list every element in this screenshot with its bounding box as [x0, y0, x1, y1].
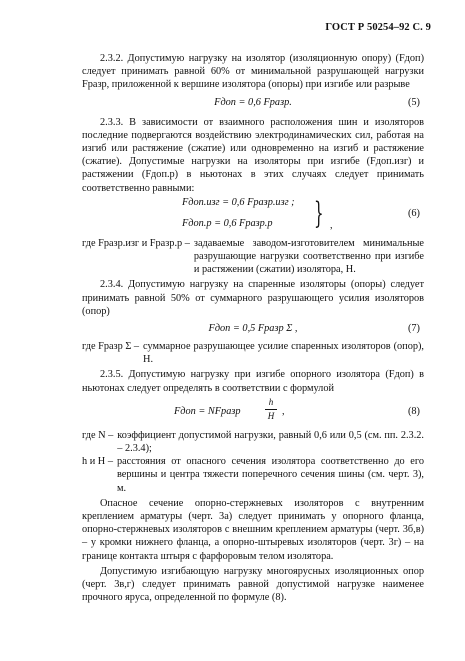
formula-6-brace: } [314, 195, 324, 231]
formula-8-denominator: H [267, 410, 275, 421]
formula-5-expression: Fдоп = 0,6 Fразр. [214, 96, 292, 108]
formula-8-comma: , [282, 405, 285, 417]
formula-5 [82, 92, 424, 114]
fraction-bar [265, 409, 277, 410]
definition-7-term: где Fразр Σ – [82, 341, 140, 353]
formula-7 [82, 318, 424, 340]
definition-7-text: суммарное разрушающее усилие спаренных изоляторов (опор), Н. [143, 341, 424, 366]
formula-6-line-1: Fдоп.изг = 0,6 Fразр.изг ; [182, 196, 295, 208]
paragraph-multitier-supports: Допустимую изгибающую нагрузку многоярусных изоляционных опор (черт. 3в,г) следует принимать равной допустимой нагрузке наименее прочного яруса, определенной по формуле (8). [82, 565, 424, 604]
paragraph-2-3-2: 2.3.2. Допустимую нагрузку на изолятор (изоляционную опору) (Fдоп) следует принимать равной 60% от минимальной разрушающей нагрузки Fразр, приложенной к вершине изолятора (опоры) при изгибе или разрыве [82, 53, 424, 91]
formula-6-number: (6) [407, 207, 420, 219]
page-header: ГОСТ Р 50254–92 С. 9 [325, 22, 431, 33]
paragraph-2-3-5: 2.3.5. Допустимую нагрузку при изгибе опорного изолятора (Fдоп) в ньютонах следует определять в соответствии с формулой [82, 369, 424, 394]
formula-8 [82, 395, 424, 429]
definition-8b-term: h и H – [82, 456, 113, 468]
definition-8a-term: где N – [82, 429, 114, 441]
formula-8-number: (8) [407, 405, 420, 417]
definition-8b [82, 455, 424, 495]
definition-8a-text: коэффициент допустимой нагрузки, равный 0,6 или 0,5 (см. пп. 2.3.2. – 2.3.4); [117, 429, 424, 455]
formula-6-comma: , [330, 219, 333, 231]
paragraph-2-3-3: 2.3.3. В зависимости от взаимного расположения шин и изоляторов последние подвергаются воздействию электродинамических сил, работая на изгиб или растяжение (сжатие) или одновременно на изгиб и растяжение (сжатие). Допустимые нагрузки на изоляторы при изгибе (Fдоп.изг) и растяжении (Fдоп.р) в ньютонах в этих случаях следует принимать соответственно равными: [82, 116, 424, 194]
formula-7-number: (7) [407, 323, 420, 335]
formula-6 [82, 195, 424, 237]
paragraph-danger-section: Опасное сечение опорно-стержневых изоляторов с внутренним креплением арматуры (черт. 3а) следует принимать у опорного фланца, опорно-стержневых изоляторов с внешним креплением арматуры (черт. 3б,в) – у кромки нижнего фланца, а опорно-штыревых изоляторов (черт. 3г) – на границе контакта штыря с фарфоровым телом изолятора. [82, 497, 424, 562]
definition-6-term: где Fразр.изг и Fразр.р – [82, 237, 190, 249]
page-content [82, 52, 424, 605]
definition-6-text: задаваемые заводом-изготовителем минимальные разрушающие нагрузки соответственно при изгибе и растяжении (сжатии) изолятора, Н. [193, 237, 424, 276]
definition-6 [82, 237, 424, 277]
formula-8-numerator: h [268, 396, 274, 407]
paragraph-2-3-4: 2.3.4. Допустимую нагрузку на спаренные изоляторы (опоры) следует принимать равной 50% от суммарного разрушающего усилия изоляторов (опор) [82, 279, 424, 317]
formula-5-number: (5) [407, 96, 420, 108]
definition-8a [82, 429, 424, 455]
formula-6-line-2: Fдоп.р = 0,6 Fразр.р [182, 217, 273, 229]
formula-8-fraction [265, 397, 277, 422]
formula-8-expression: Fдоп = NFразр [174, 405, 241, 417]
definition-7 [82, 340, 424, 366]
definition-8b-text: расстояния от опасного сечения изолятора соответственно до его вершины и центра тяжести поперечного сечения шины (см. черт. 3), м. [116, 456, 424, 494]
formula-7-expression: Fдоп = 0,5 Fразр Σ , [208, 323, 298, 335]
